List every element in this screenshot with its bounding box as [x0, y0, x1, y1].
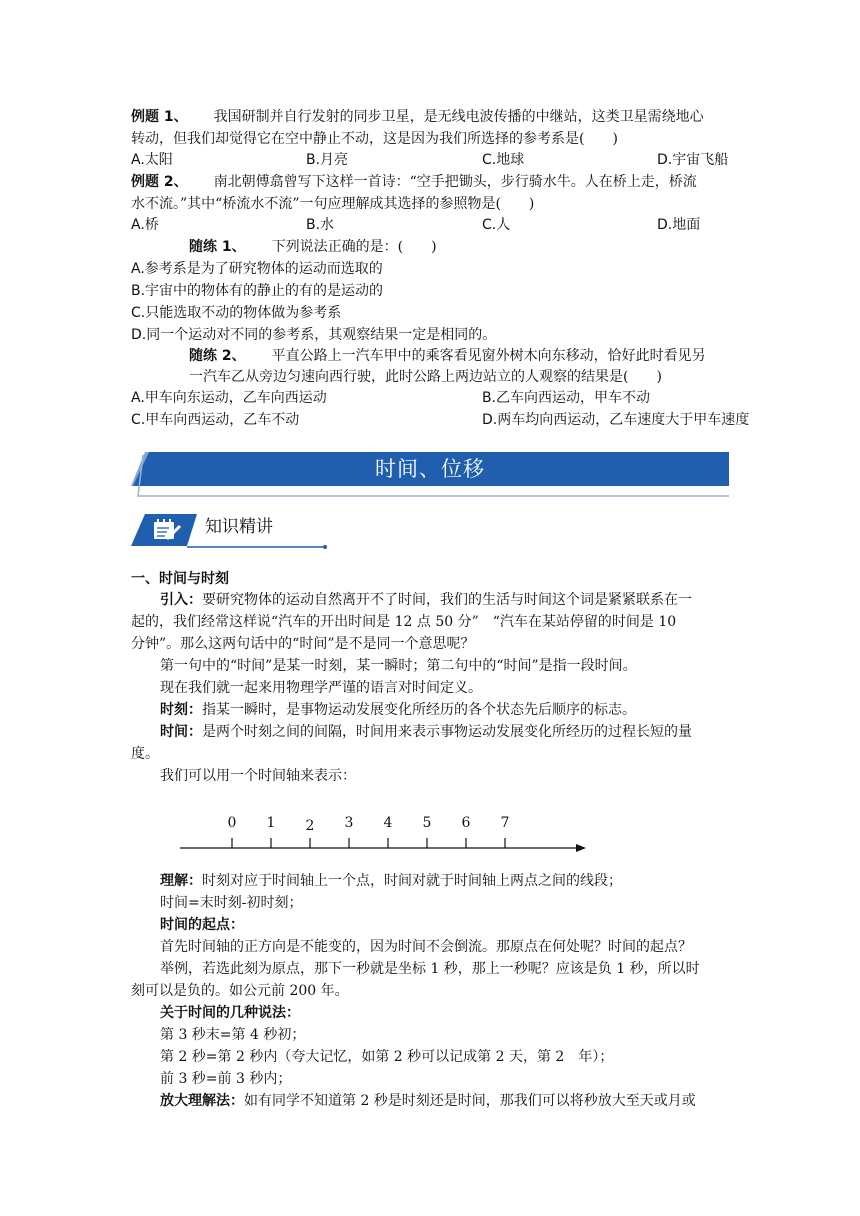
- intro-label: 引入：: [160, 592, 202, 608]
- axis-tick-label: 2: [305, 818, 315, 834]
- time-definition-line-2: 度。: [131, 746, 159, 762]
- example-2-label: 例题 2、: [131, 174, 188, 190]
- example-2-option-b: B.水: [306, 217, 335, 233]
- intro-text-1: 要研究物体的运动自然离开不了时间，我们的生活与时间这个词是紧紧联系在一: [202, 592, 692, 608]
- example-1-option-d: D.宇宙飞船: [657, 152, 729, 168]
- intro-line-2: 起的，我们经常这样说“汽车的开出时间是 12 点 50 分” “汽车在某站停留的时间是 10: [131, 614, 677, 630]
- understanding: [160, 872, 622, 890]
- example-1-text-1: 我国研制并自行发射的同步卫星，是无线电波传播的中继站，这类卫星需绕地心: [213, 109, 704, 125]
- practice-1-label: 随练 1、: [189, 239, 246, 255]
- example-2-text-1: 南北朝傅翕曾写下这样一首诗：“空手把锄头，步行骑水牛。人在桥上走，桥流: [213, 174, 697, 190]
- origin-line-1: 首先时间轴的正方向是不能变的，因为时间不会倒流。那原点在何处呢？时间的起点？: [160, 939, 692, 955]
- practice-2-label: 随练 2、: [189, 348, 246, 364]
- origin-heading: 时间的起点：: [160, 917, 244, 933]
- time-axis: [170, 812, 600, 862]
- paragraph-same-meaning: 第一句中的“时间”是某一时刻，某一瞬时；第二句中的“时间”是指一段时间。: [160, 658, 637, 674]
- time-label: 时间：: [160, 724, 202, 740]
- time-text-1: 是两个时刻之间的间隔，时间用来表示事物运动发展变化所经历的过程长短的量: [202, 724, 692, 740]
- practice-1-stem: [189, 238, 437, 256]
- time-formula: 时间=末时刻-初时刻；: [160, 895, 303, 911]
- example-2-line-1: [131, 173, 697, 191]
- saying-1: 第 3 秒末=第 4 秒初；: [160, 1027, 306, 1043]
- practice-2-line-2: 一汽车乙从旁边匀速向西行驶，此时公路上两边站立的人观察的结果是( ): [189, 369, 662, 385]
- axis-tick-label: 4: [383, 815, 393, 831]
- practice-2-line-1: [189, 347, 706, 365]
- section-1-heading: 一、时间与时刻: [131, 571, 229, 587]
- intro-line-3: 分钟”。那么这两句话中的“时间”是不是同一个意思呢？: [131, 636, 475, 652]
- practice-2-option-a: A.甲车向东运动，乙车向西运动: [131, 390, 327, 406]
- example-1-line-2: 转动，但我们却觉得它在空中静止不动，这是因为我们所选择的参考系是( ): [131, 131, 618, 147]
- amplify-method: [160, 1092, 696, 1110]
- practice-2-option-d: D.两车均向西运动，乙车速度大于甲车速度: [482, 412, 750, 428]
- example-1-label: 例题 1、: [131, 109, 188, 125]
- paragraph-define: 现在我们就一起来用物理学严谨的语言对时间定义。: [160, 680, 482, 696]
- example-2-option-a: A.桥: [131, 217, 159, 233]
- axis-tick-label: 0: [227, 815, 237, 831]
- example-1-option-b: B.月亮: [306, 152, 349, 168]
- example-1-option-c: C.地球: [482, 152, 525, 168]
- origin-line-3: 刻可以是负的。如公元前 200 年。: [131, 983, 349, 999]
- sayings-heading: 关于时间的几种说法：: [160, 1005, 300, 1021]
- practice-2-option-c: C.甲车向西运动，乙车不动: [131, 412, 300, 428]
- knowledge-title: 知识精讲: [205, 517, 273, 537]
- moment-text: 指某一瞬时，是事物运动发展变化所经历的各个状态先后顺序的标志。: [202, 702, 636, 718]
- axis-tick-label: 7: [500, 815, 510, 831]
- example-2-line-2: 水不流。”其中“桥流水不流”一句应理解成其选择的参照物是( ): [131, 196, 535, 212]
- example-1-line-1: [131, 108, 704, 126]
- amplify-label: 放大理解法：: [160, 1093, 244, 1109]
- axis-tick-label: 5: [422, 815, 432, 831]
- axis-tick-label: 1: [266, 815, 276, 831]
- example-1-option-a: A.太阳: [131, 152, 173, 168]
- axis-tick-label: 3: [344, 815, 354, 831]
- origin-line-2: 举例，若选此刻为原点，那下一秒就是坐标 1 秒，那上一秒呢？应该是负 1 秒，所以时: [160, 961, 700, 977]
- amplify-text: 如有同学不知道第 2 秒是时刻还是时间，那我们可以将秒放大至天或月或: [244, 1093, 696, 1109]
- saying-2: 第 2 秒=第 2 秒内（夸大记忆，如第 2 秒可以记成第 2 天，第 2 年）；: [160, 1049, 614, 1065]
- axis-tick-label: 6: [461, 815, 471, 831]
- practice-1-question: 下列说法正确的是：( ): [271, 239, 437, 255]
- practice-1-option-a: A.参考系是为了研究物体的运动而选取的: [131, 261, 383, 277]
- practice-2-option-b: B.乙车向西运动，甲车不动: [482, 390, 651, 406]
- practice-2-text-1: 平直公路上一汽车甲中的乘客看见窗外树木向东移动，恰好此时看见另: [271, 348, 706, 364]
- example-2-option-d: D.地面: [657, 217, 701, 233]
- understand-label: 理解：: [160, 873, 202, 889]
- moment-label: 时刻：: [160, 702, 202, 718]
- understand-text: 时刻对应于时间轴上一个点，时间对就于时间轴上两点之间的线段；: [202, 873, 622, 889]
- practice-1-option-c: C.只能选取不动的物体做为参考系: [131, 305, 342, 321]
- knowledge-underline-dot: [323, 545, 327, 549]
- saying-3: 前 3 秒=前 3 秒内；: [160, 1071, 292, 1087]
- banner-title: 时间、位移: [375, 457, 485, 481]
- time-definition-line-1: [160, 723, 692, 741]
- intro-line-1: [160, 591, 692, 609]
- axis-intro: 我们可以用一个时间轴来表示：: [160, 768, 356, 784]
- practice-1-option-b: B.宇宙中的物体有的静止的有的是运动的: [131, 283, 384, 299]
- practice-1-option-d: D.同一个运动对不同的参考系，其观察结果一定是相同的。: [131, 327, 497, 343]
- example-2-option-c: C.人: [482, 217, 511, 233]
- moment-definition: [160, 701, 636, 719]
- axis-arrow-icon: [576, 844, 586, 852]
